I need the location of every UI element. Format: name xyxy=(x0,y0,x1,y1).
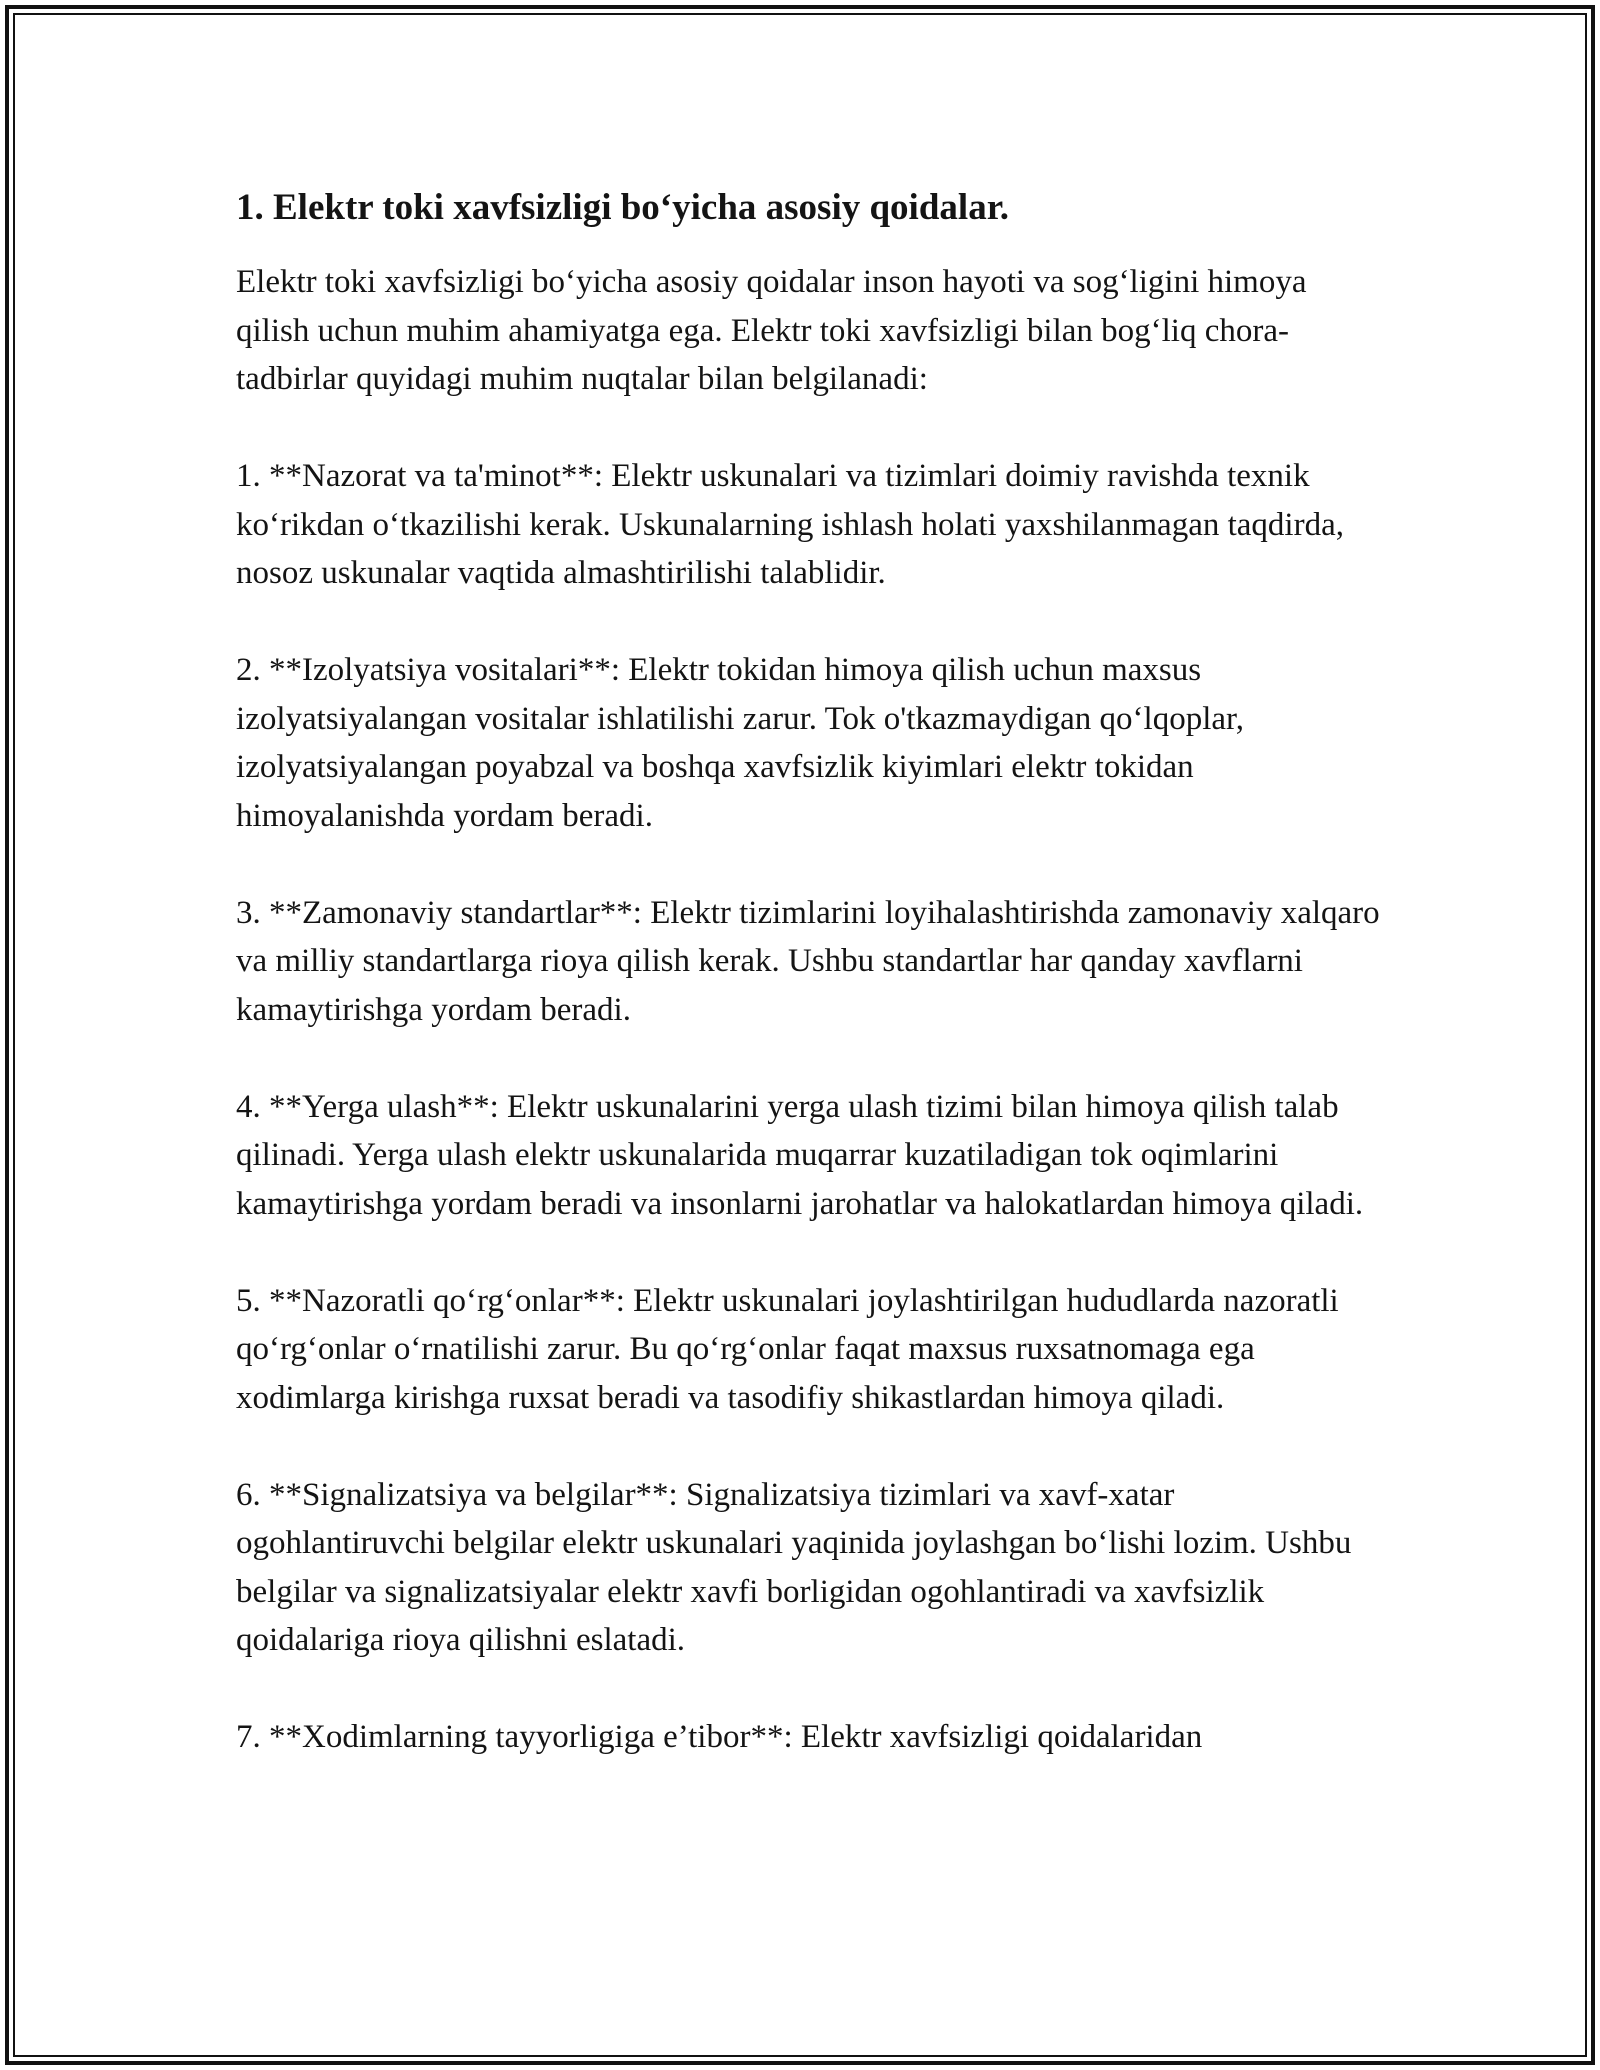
rule-6-paragraph: 6. **Signalizatsiya va belgilar**: Signalizatsiya tizimlari va xavf-xatar ogohlantiruvchi belgilar elektr uskunalari yaqinida joylashgan bo‘lishi lozim. Ushbu belgilar va signalizatsiyalar elektr xavfi borligidan ogohlantiradi va xavfsizlik qoidalariga rioya qilishni eslatadi. xyxy=(236,1476,1352,1658)
rule-2-paragraph: 2. **Izolyatsiya vositalari**: Elektr tokidan himoya qilish uchun maxsus izolyatsiyalangan vositalar ishlatilishi zarur. Tok o'tkazmaydigan qo‘lqoplar, izolyatsiyalangan poyabzal va boshqa xavfsizlik kiyimlari elektr tokidan himoyalanishda yordam beradi. xyxy=(236,652,1244,834)
rule-1-paragraph: 1. **Nazorat va ta'minot**: Elektr uskunalari va tizimlari doimiy ravishda texnik ko‘rikdan o‘tkazilishi kerak. Uskunalarning ishlash holati yaxshilanmagan taqdirda, nosoz uskunalar vaqtida almashtirilishi talablidir. xyxy=(236,458,1344,591)
rule-7-paragraph: 7. **Xodimlarning tayyorligiga e’tibor**: Elektr xavfsizligi qoidalaridan xyxy=(236,1719,1203,1755)
document-body xyxy=(236,186,1386,1762)
document-title: 1. Elektr toki xavfsizligi bo‘yicha asosiy qoidalar. xyxy=(236,187,1009,228)
intro-paragraph: Elektr toki xavfsizligi bo‘yicha asosiy qoidalar inson hayoti va sog‘ligini himoya qilish uchun muhim ahamiyatga ega. Elektr toki xavfsizligi bilan bog‘liq chora-tadbirlar quyidagi muhim nuqtalar bilan belgilanadi: xyxy=(236,264,1307,397)
rule-3-paragraph: 3. **Zamonaviy standartlar**: Elektr tizimlarini loyihalashtirishda zamonaviy xalqaro va milliy standartlarga rioya qilish kerak. Ushbu standartlar har qanday xavflarni kamaytirishga yordam beradi. xyxy=(236,894,1380,1028)
rule-5-paragraph: 5. **Nazoratli qo‘rg‘onlar**: Elektr uskunalari joylashtirilgan hududlarda nazoratli qo‘rg‘onlar o‘rnatilishi zarur. Bu qo‘rg‘onlar faqat maxsus ruxsatnomaga ega xodimlarga kirishga ruxsat beradi va tasodifiy shikastlardan himoya qiladi. xyxy=(236,1282,1339,1416)
rule-4-paragraph: 4. **Yerga ulash**: Elektr uskunalarini yerga ulash tizimi bilan himoya qilish talab qilinadi. Yerga ulash elektr uskunalarida muqarrar kuzatiladigan tok oqimlarini kamaytirishga yordam beradi va insonlarni jarohatlar va halokatlardan himoya qiladi. xyxy=(236,1088,1364,1222)
